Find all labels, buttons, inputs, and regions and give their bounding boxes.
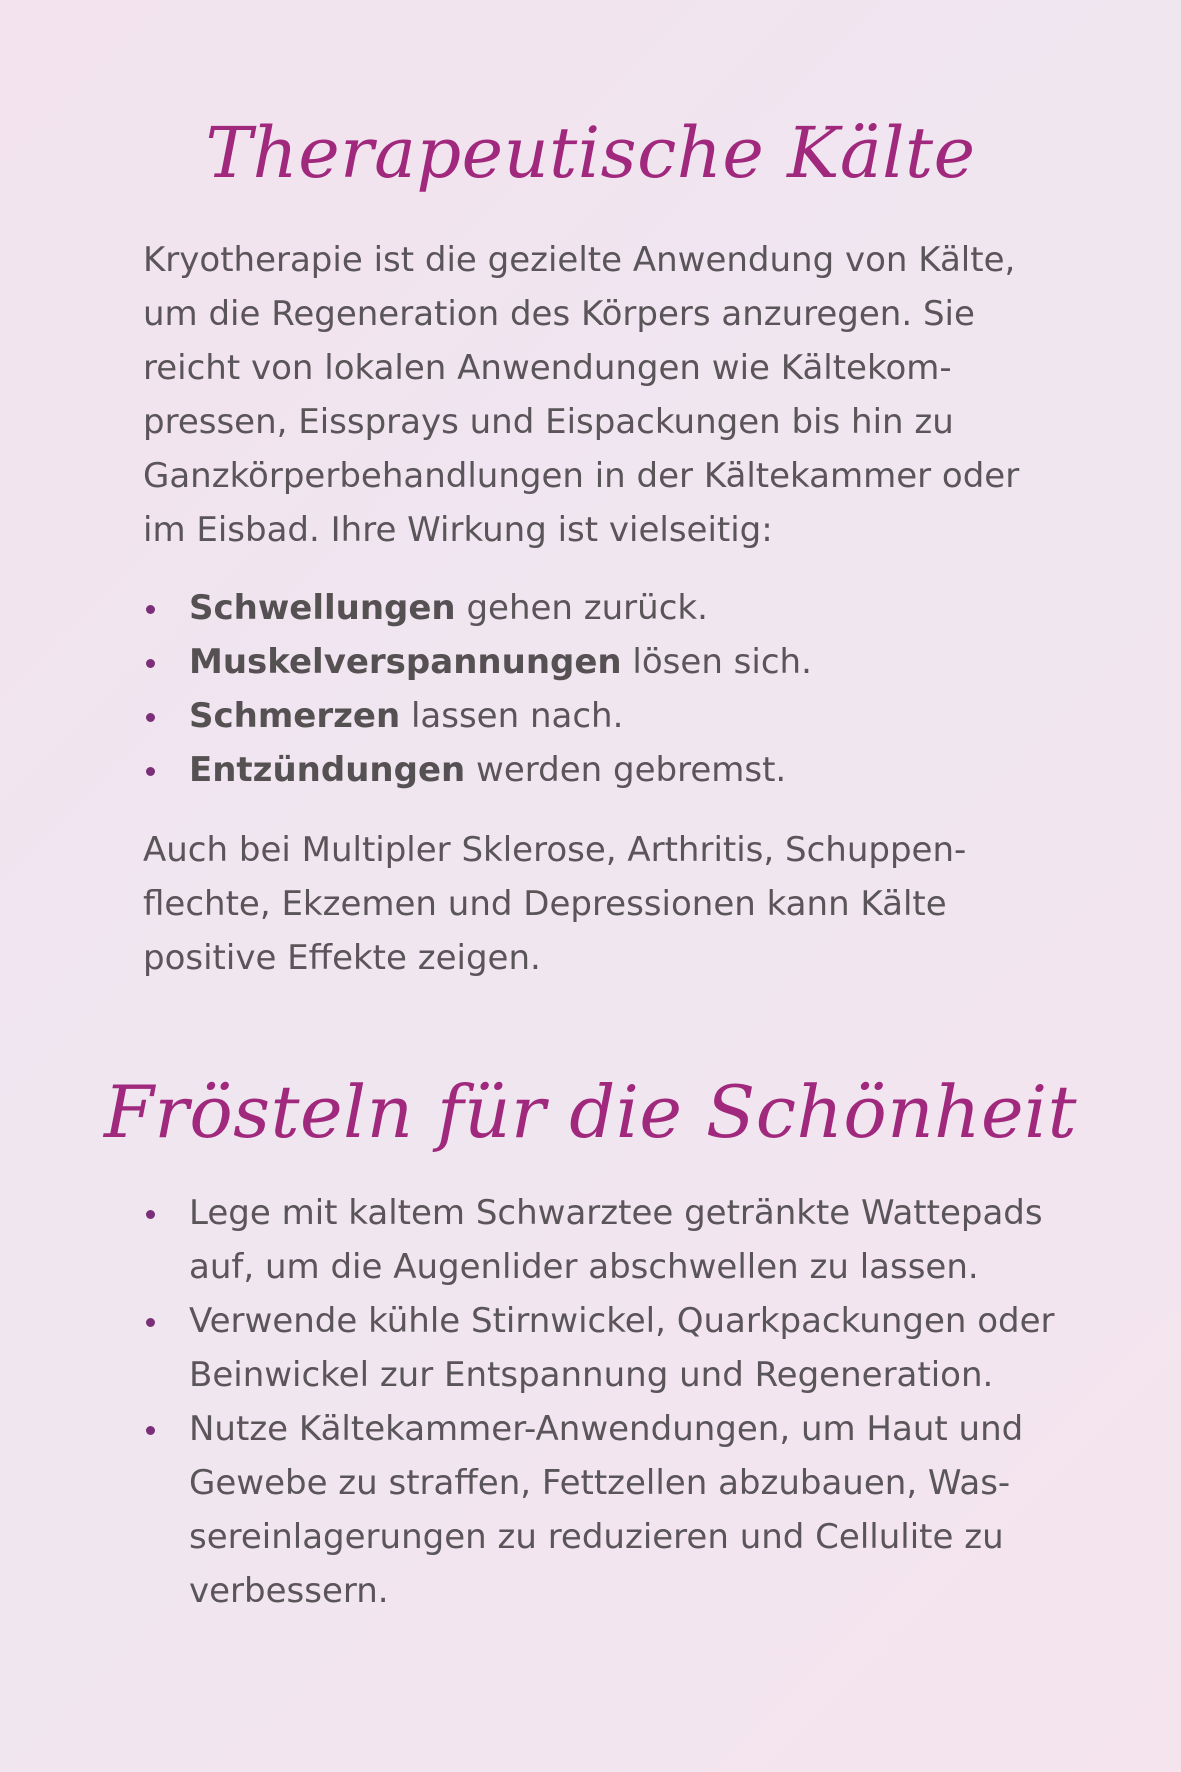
tip-text: Verwende kühle Stirnwickel, Quarkpackungen oder Beinwickel zur Entspannung und Regeneration. xyxy=(189,1301,1055,1395)
bullet-icon xyxy=(146,1210,155,1219)
bullet-icon xyxy=(146,767,155,776)
effect-text: lösen sich. xyxy=(621,642,812,682)
list-item xyxy=(143,1186,1103,1294)
list-item xyxy=(143,743,1103,797)
outro-paragraph: Auch bei Multipler Sklerose, Arthritis, Schuppen- flechte, Ekzemen und Depressionen kann Kälte positive Effekte zeigen. xyxy=(143,830,967,978)
list-item xyxy=(143,635,1103,689)
tip-text: Lege mit kaltem Schwarztee getränkte Wattepads auf, um die Augenlider abschwellen zu lassen. xyxy=(189,1193,1043,1287)
bullet-icon xyxy=(146,1426,155,1435)
effects-list xyxy=(143,581,1103,797)
list-item xyxy=(143,689,1103,743)
effect-text: gehen zurück. xyxy=(455,588,708,628)
list-item xyxy=(143,581,1103,635)
tip-text: Nutze Kältekammer-Anwendungen, um Haut und Gewebe zu straffen, Fettzellen abzubauen, Was- sereinlagerungen zu reduzieren und Cellulite zu verbessern. xyxy=(189,1409,1024,1611)
beauty-tips-list xyxy=(143,1186,1103,1618)
effect-term: Entzündungen xyxy=(189,750,466,790)
section-title-therapeutic-cold: Therapeutische Kälte xyxy=(205,112,976,194)
section-title-beauty: Frösteln für die Schönheit xyxy=(103,1070,1078,1154)
bullet-icon xyxy=(146,1318,155,1327)
intro-paragraph: Kryotherapie ist die gezielte Anwendung von Kälte, um die Regeneration des Körpers anzuregen. Sie reicht von lokalen Anwendungen wie Kältekom- pressen, Eissprays und Eispackungen bis hin zu Ganzkörperbehandlungen in der Kältekammer oder im Eisbad. Ihre Wirkung ist vielseitig: xyxy=(143,240,1020,550)
bullet-icon xyxy=(146,659,155,668)
effect-term: Muskelverspannungen xyxy=(189,642,622,682)
effect-text: lassen nach. xyxy=(400,696,624,736)
list-item xyxy=(143,1294,1103,1402)
effect-text: werden gebremst. xyxy=(465,750,787,790)
bullet-icon xyxy=(146,713,155,722)
effect-term: Schmerzen xyxy=(189,696,401,736)
list-item xyxy=(143,1402,1103,1618)
effect-term: Schwellungen xyxy=(189,588,456,628)
bullet-icon xyxy=(146,605,155,614)
